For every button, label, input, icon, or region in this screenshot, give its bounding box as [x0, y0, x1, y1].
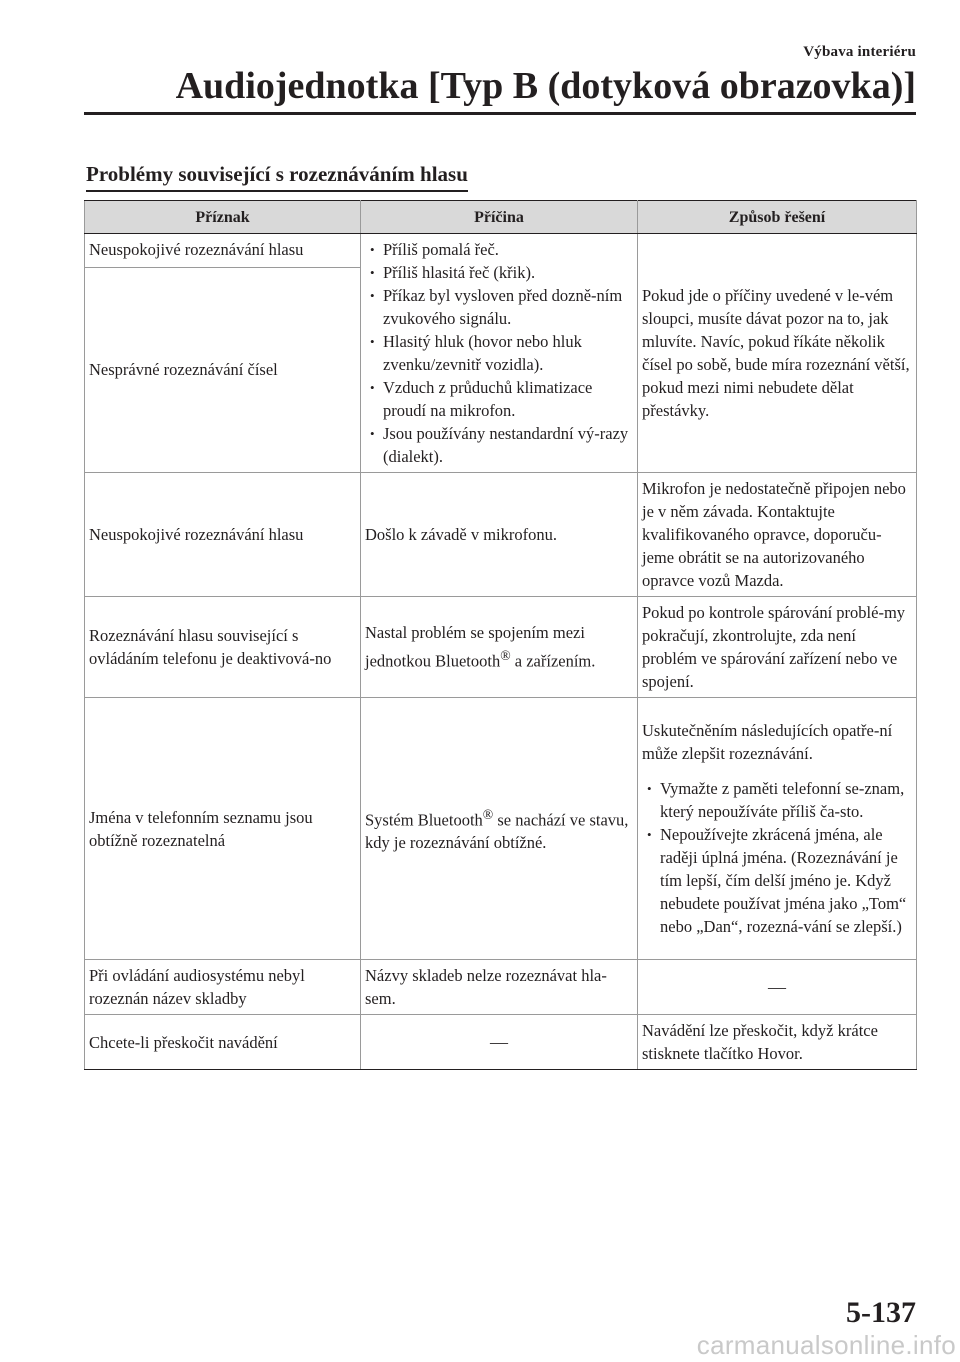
cause-cell — [361, 698, 638, 960]
registered-mark: ® — [482, 806, 494, 822]
symptom-cell: Chcete-li přeskočit navádění — [85, 1015, 361, 1070]
list-item: • Příliš pomalá řeč. — [365, 238, 633, 261]
symptom-cell: Neuspokojivé rozeznávání hlasu — [85, 234, 361, 268]
table-row — [85, 597, 917, 698]
symptom-cell: Nesprávné rozeznávání čísel — [85, 267, 361, 472]
list-item: • Vzduch z průduchů klimatizace proudí na mikrofon. — [365, 376, 633, 422]
table-row — [85, 1015, 917, 1070]
section-label: Výbava interiéru — [803, 44, 916, 60]
list-item: • Nepoužívejte zkrácená jména, ale raději úplná jména. (Rozeznávání je tím lepší, čím delší jméno je. Když nebudete používat jména jako „Tom“ nebo „Dan“, rozezná-vání se zlepší.) — [642, 823, 912, 938]
solution-list — [642, 777, 912, 938]
symptom-cell: Rozeznávání hlasu související s ovládáním telefonu je deaktivová-no — [85, 597, 361, 698]
cause-cell — [361, 234, 638, 473]
table-row — [85, 473, 917, 597]
cause-cell — [361, 597, 638, 698]
chapter-title: Audiojednotka [Typ B (dotyková obrazovka)] — [175, 65, 916, 107]
symptom-cell: Při ovládání audiosystému nebyl rozeznán název skladby — [85, 960, 361, 1015]
list-item: • Příliš hlasitá řeč (křik). — [365, 261, 633, 284]
cause-text: Nastal problém se spojením mezi jednotkou Bluetooth — [365, 623, 585, 671]
table-row — [85, 234, 917, 268]
column-header-cause: Příčina — [361, 201, 638, 234]
cause-text-end: a zařízením. — [510, 651, 596, 671]
registered-mark: ® — [500, 648, 511, 664]
table-row — [85, 960, 917, 1015]
symptom-cell: Neuspokojivé rozeznávání hlasu — [85, 473, 361, 597]
solution-cell: Navádění lze přeskočit, když krátce stisknete tlačítko Hovor. — [638, 1015, 917, 1070]
cause-text-end: se nachází ve stavu, kdy je rozeznávání obtížné. — [365, 810, 629, 853]
list-item: • Vymažte z paměti telefonní se-znam, který nepoužíváte příliš ča-sto. — [642, 777, 912, 823]
troubleshooting-table — [84, 200, 917, 1070]
solution-cell: — — [638, 960, 917, 1015]
watermark: carmanualsonline.info — [696, 1330, 956, 1360]
table-row — [85, 698, 917, 960]
list-item: • Jsou používány nestandardní vý-razy (dialekt). — [365, 422, 633, 468]
solution-intro: Uskutečněním následujících opatře-ní může zlepšit rozeznávání. — [642, 721, 893, 763]
cause-cell: — — [361, 1015, 638, 1070]
solution-cell: Pokud jde o příčiny uvedené v le-vém sloupci, musíte dávat pozor na to, jak mluvíte. Navíc, pokud říkáte několik čísel po sobě, bude míra rozeznání větší, pokud mezi nimi nebudete dělat přestávky. — [638, 234, 917, 473]
list-item: • Příkaz byl vysloven před dozně-ním zvukového signálu. — [365, 284, 633, 330]
table-header-row — [85, 201, 917, 234]
solution-cell — [638, 698, 917, 960]
cause-list — [365, 238, 633, 468]
title-rule — [84, 112, 916, 115]
cause-cell: Názvy skladeb nelze rozeznávat hla-sem. — [361, 960, 638, 1015]
cause-cell: Došlo k závadě v mikrofonu. — [361, 473, 638, 597]
solution-cell: Mikrofon je nedostatečně připojen nebo je v něm závada. Kontaktujte kvalifikovaného opravce, doporuču-jeme obrátit se na autorizovaného opravce vozů Mazda. — [638, 473, 917, 597]
column-header-solution: Způsob řešení — [638, 201, 917, 234]
cause-text: Systém Bluetooth — [365, 810, 483, 830]
list-item: • Hlasitý hluk (hovor nebo hluk zvenku/zevnitř vozidla). — [365, 330, 633, 376]
solution-cell: Pokud po kontrole spárování problé-my pokračují, zkontrolujte, zda není problém ve spárování zařízení nebo ve spojení. — [638, 597, 917, 698]
page-number: 5-137 — [846, 1296, 916, 1329]
column-header-symptom: Příznak — [85, 201, 361, 234]
subheading: Problémy související s rozeznáváním hlasu — [86, 162, 468, 192]
symptom-cell: Jména v telefonním seznamu jsou obtížně rozeznatelná — [85, 698, 361, 960]
